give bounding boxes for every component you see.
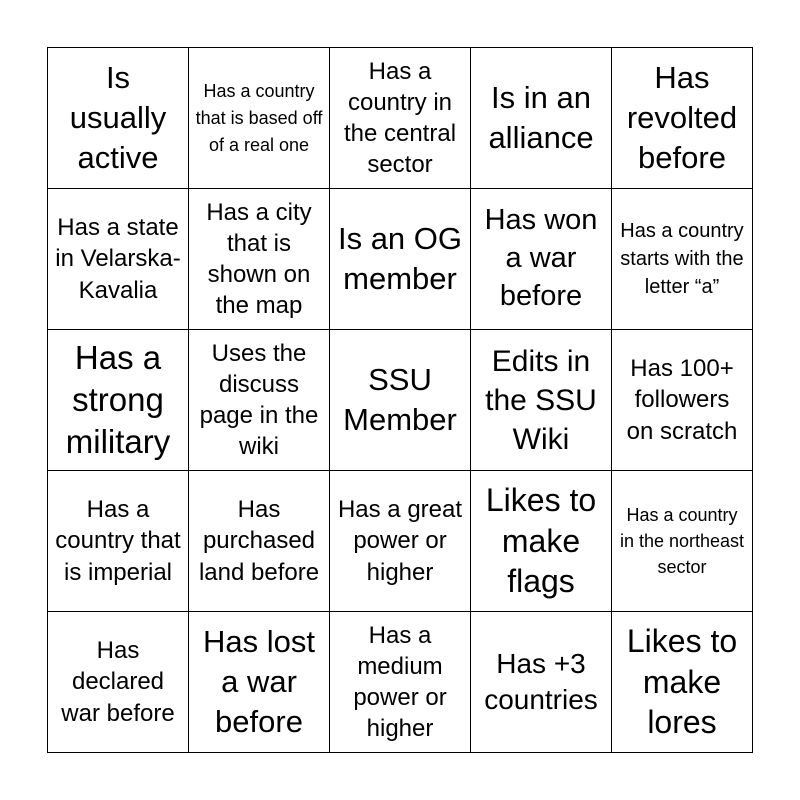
bingo-cell[interactable] (330, 330, 470, 470)
bingo-cell[interactable] (48, 612, 188, 752)
bingo-cell[interactable] (612, 330, 752, 470)
bingo-cell[interactable] (471, 612, 611, 752)
bingo-cell[interactable] (330, 189, 470, 329)
bingo-cell-text: Has a medium power or higher (353, 621, 447, 743)
bingo-cell-text: Has a state in Velarska-Kavalia (55, 214, 181, 304)
bingo-cell[interactable] (612, 189, 752, 329)
bingo-board (47, 47, 753, 753)
bingo-cell[interactable] (189, 330, 329, 470)
bingo-cell[interactable] (330, 471, 470, 611)
bingo-cell[interactable] (612, 471, 752, 611)
bingo-cell-text: Has purchased land before (198, 496, 320, 586)
bingo-cell[interactable] (189, 48, 329, 188)
bingo-cell-text: Has a strong military (65, 339, 171, 460)
bingo-cell[interactable] (471, 330, 611, 470)
bingo-cell[interactable] (471, 48, 611, 188)
bingo-cell-text: Has lost a war before (203, 623, 315, 740)
bingo-cell[interactable] (48, 330, 188, 470)
bingo-cell-text: Has a city that is shown on the map (206, 198, 312, 320)
bingo-cell-text: Has a great power or higher (337, 496, 463, 586)
bingo-cell-text: Has declared war before (61, 637, 175, 727)
bingo-cell[interactable] (612, 612, 752, 752)
bingo-cell-text: Has a country starts with the letter “a” (620, 220, 744, 298)
bingo-cell-text: Has won a war before (484, 204, 598, 312)
bingo-cell-text: Has a country in the northeast sector (619, 504, 745, 578)
bingo-cell[interactable] (471, 471, 611, 611)
bingo-cell-text: Is in an alliance (488, 79, 594, 155)
bingo-cell[interactable] (612, 48, 752, 188)
bingo-cell-text: Is usually active (69, 59, 167, 176)
bingo-cell-text: Has +3 countries (484, 647, 598, 715)
bingo-cell-text: SSU Member (343, 361, 457, 437)
bingo-cell-text: Is an OG member (337, 220, 463, 296)
bingo-cell-text: Likes to make lores (626, 623, 738, 741)
bingo-cell-text: Likes to make flags (485, 482, 597, 600)
bingo-cell[interactable] (48, 471, 188, 611)
bingo-cell-text: Has a country in the central sector (343, 57, 457, 179)
bingo-cell-text: Has 100+ followers on scratch (626, 355, 738, 445)
bingo-cell[interactable] (189, 612, 329, 752)
bingo-cell[interactable] (48, 48, 188, 188)
bingo-cell-text: Uses the discuss page in the wiki (199, 339, 319, 461)
bingo-cell[interactable] (471, 189, 611, 329)
bingo-cell[interactable] (48, 189, 188, 329)
bingo-cell[interactable] (189, 471, 329, 611)
bingo-cell-text: Edits in the SSU Wiki (485, 344, 597, 456)
bingo-cell[interactable] (330, 48, 470, 188)
bingo-cell[interactable] (189, 189, 329, 329)
bingo-cell-text: Has a country that is imperial (55, 496, 181, 586)
bingo-cell[interactable] (330, 612, 470, 752)
bingo-cell-text: Has revolted before (626, 59, 738, 176)
bingo-cell-text: Has a country that is based off of a real one (195, 80, 323, 155)
